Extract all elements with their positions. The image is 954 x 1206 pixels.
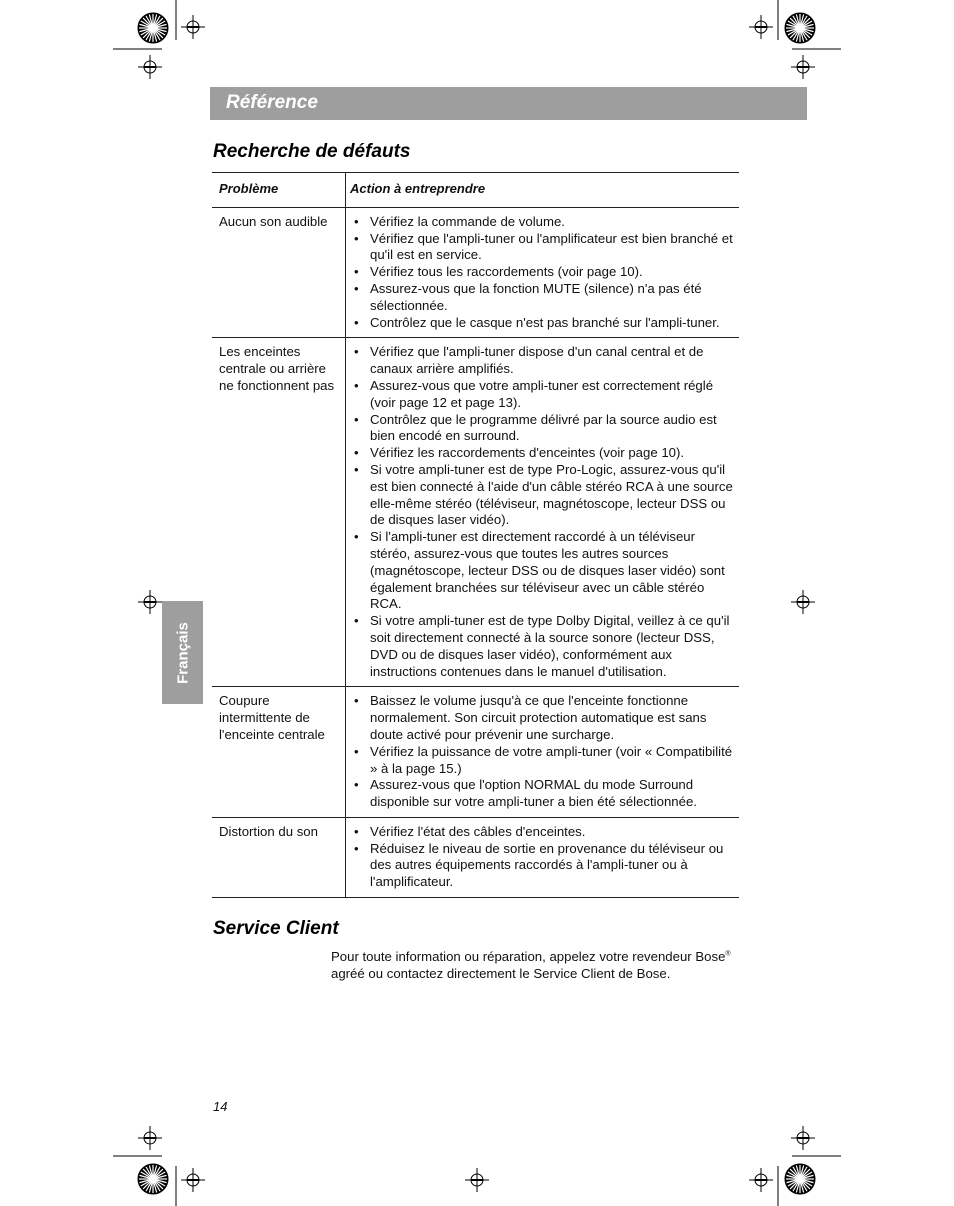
table-row [212, 207, 739, 338]
table-header-row [212, 173, 739, 208]
header-bar [210, 87, 807, 120]
language-tab [162, 601, 203, 704]
action-item: • Si votre ampli-tuner est de type Pro-Logic, assurez-vous qu'il est bien connecté à l'aide d'un câble stéréo RCA à une source elle-même stéréo (téléviseur, magnétoscope, lecteur DSS ou de disques laser vidéo). [350, 462, 733, 529]
action-cell [346, 338, 740, 687]
page-number: 14 [213, 1099, 228, 1114]
problem-cell: Coupure intermittente de l'enceinte centrale [212, 687, 346, 818]
problem-cell: Les enceintes centrale ou arrière ne fonctionnent pas [212, 338, 346, 687]
action-item: • Vérifiez la puissance de votre ampli-tuner (voir « Compatibilité » à la page 15.) [350, 744, 733, 778]
action-item: • Assurez-vous que la fonction MUTE (silence) n'a pas été sélectionnée. [350, 281, 733, 315]
header-title: Référence [226, 92, 318, 113]
problem-cell: Distortion du son [212, 817, 346, 897]
action-list [350, 214, 733, 332]
table-row [212, 817, 739, 897]
action-item: • Réduisez le niveau de sortie en provenance du téléviseur ou des autres équipements raccordés à l'ampli-tuner ou à l'amplificateur. [350, 841, 733, 891]
action-item: • Contrôlez que le programme délivré par la source audio est bien encodé en surround. [350, 412, 733, 446]
action-item: • Vérifiez la commande de volume. [350, 214, 733, 231]
column-header-problem: Problème [212, 173, 346, 208]
action-item: • Assurez-vous que votre ampli-tuner est correctement réglé (voir page 12 et page 13). [350, 378, 733, 412]
action-item: • Si l'ampli-tuner est directement raccordé à un téléviseur stéréo, assurez-vous que toutes les autres sources (magnétoscope, lecteur DSS ou de disques laser vidéo) sont également branchées sur téléviseur avec un câble stéréo RCA. [350, 529, 733, 613]
action-list [350, 693, 733, 811]
action-item: • Vérifiez l'état des câbles d'enceintes. [350, 824, 733, 841]
action-item: • Contrôlez que le casque n'est pas branché sur l'ampli-tuner. [350, 315, 733, 332]
action-list [350, 344, 733, 680]
service-title: Service Client [213, 918, 339, 939]
action-cell [346, 817, 740, 897]
action-item: • Baissez le volume jusqu'à ce que l'enceinte fonctionne normalement. Son circuit protection automatique est sans doute activé pour prévenir une surcharge. [350, 693, 733, 743]
action-cell [346, 207, 740, 338]
action-cell [346, 687, 740, 818]
action-item: • Vérifiez que l'ampli-tuner ou l'amplificateur est bien branché et qu'il est en service. [350, 231, 733, 265]
registered-mark: ® [725, 950, 731, 958]
service-text-before: Pour toute information ou réparation, appelez votre revendeur Bose [331, 949, 726, 964]
action-list [350, 824, 733, 891]
action-item: • Vérifiez que l'ampli-tuner dispose d'un canal central et de canaux arrière amplifiés. [350, 344, 733, 378]
action-item: • Si votre ampli-tuner est de type Dolby Digital, veillez à ce qu'il soit directement connecté à la source sonore (lecteur DSS, DVD ou de disques laser vidéo), conformément aux instructions contenues dans le manuel d'utilisation. [350, 613, 733, 680]
action-item: • Vérifiez les raccordements d'enceintes (voir page 10). [350, 445, 733, 462]
troubleshooting-table [212, 172, 739, 898]
service-paragraph [331, 949, 741, 983]
table-row [212, 687, 739, 818]
problem-cell: Aucun son audible [212, 207, 346, 338]
column-header-action: Action à entreprendre [350, 181, 486, 196]
service-text-after: agréé ou contactez directement le Service Client de Bose. [331, 965, 671, 981]
table-row [212, 338, 739, 687]
language-tab-label: Français [174, 621, 191, 684]
troubleshooting-title: Recherche de défauts [213, 141, 411, 162]
action-item: • Assurez-vous que l'option NORMAL du mode Surround disponible sur votre ampli-tuner a bien été sélectionnée. [350, 777, 733, 811]
action-item: • Vérifiez tous les raccordements (voir page 10). [350, 264, 733, 281]
